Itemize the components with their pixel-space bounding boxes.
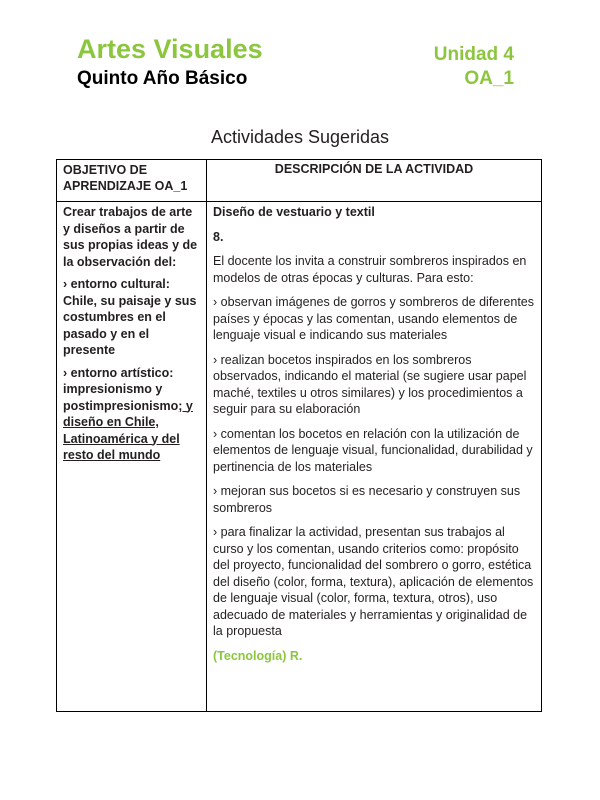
activities-table [56, 159, 542, 712]
objective-cell [57, 202, 207, 711]
activity-title: Diseño de vestuario y textil [213, 205, 375, 219]
activity-step: › comentan los bocetos en relación con la utilización de elementos de lenguaje visual, funcionalidad, durabilidad y pertinencia de los materiales [213, 426, 533, 474]
objective-point-artistic-a: › entorno artístico: impresionismo y postimpresionismo [63, 365, 179, 413]
oa-label: OA_1 [464, 68, 514, 89]
objective-point-artistic-b: ; y diseño en Chile, Latinoamérica y del resto del mundo [63, 398, 193, 462]
activity-step: › realizan bocetos inspirados en los sombreros observados, indicando el material (se sugiere usar papel maché, textiles u otros similares) y los procedimientos a seguir para su elaboración [213, 352, 527, 416]
activity-intro: El docente los invita a construir sombreros inspirados en modelos de otras épocas y culturas. Para esto: [213, 254, 527, 285]
subject-title: Artes Visuales [77, 34, 263, 64]
objective-column-header: OBJETIVO DE APRENDIZAJE OA_1 [57, 160, 207, 202]
objective-point-artistic [63, 365, 200, 464]
description-column-header: DESCRIPCIÓN DE LA ACTIVIDAD [207, 160, 541, 202]
activity-cell [207, 202, 541, 711]
section-heading: Actividades Sugeridas [210, 127, 390, 147]
activity-number: 8. [213, 229, 224, 244]
unit-label: Unidad 4 [433, 44, 514, 65]
activity-step: › mejoran sus bocetos si es necesario y construyen sus sombreros [213, 484, 521, 515]
activity-step: › observan imágenes de gorros y sombreros de diferentes países y épocas y las comentan, usando elementos de lenguaje visual e indicando sus materiales [213, 295, 534, 342]
activity-step: › para finalizar la actividad, presentan sus trabajos al curso y los comentan, usando criterios como: propósito del proyecto, funcionalidad del sombrero o gorro, estética del diseño (color, forma, textura), aplicación de elementos de lenguaje visual (color, forma, textura, otros), uso adecuado de materiales y herramientas y originalidad de la propuesta [213, 525, 534, 638]
cross-reference: (Tecnología) R. [213, 648, 303, 663]
objective-intro: Crear trabajos de arte y diseños a partir de sus propias ideas y de la observación del: [63, 205, 198, 269]
objective-point-cultural: › entorno cultural: Chile, su paisaje y sus costumbres en el pasado y en el presente [63, 277, 197, 357]
grade-subtitle: Quinto Año Básico [77, 68, 248, 89]
